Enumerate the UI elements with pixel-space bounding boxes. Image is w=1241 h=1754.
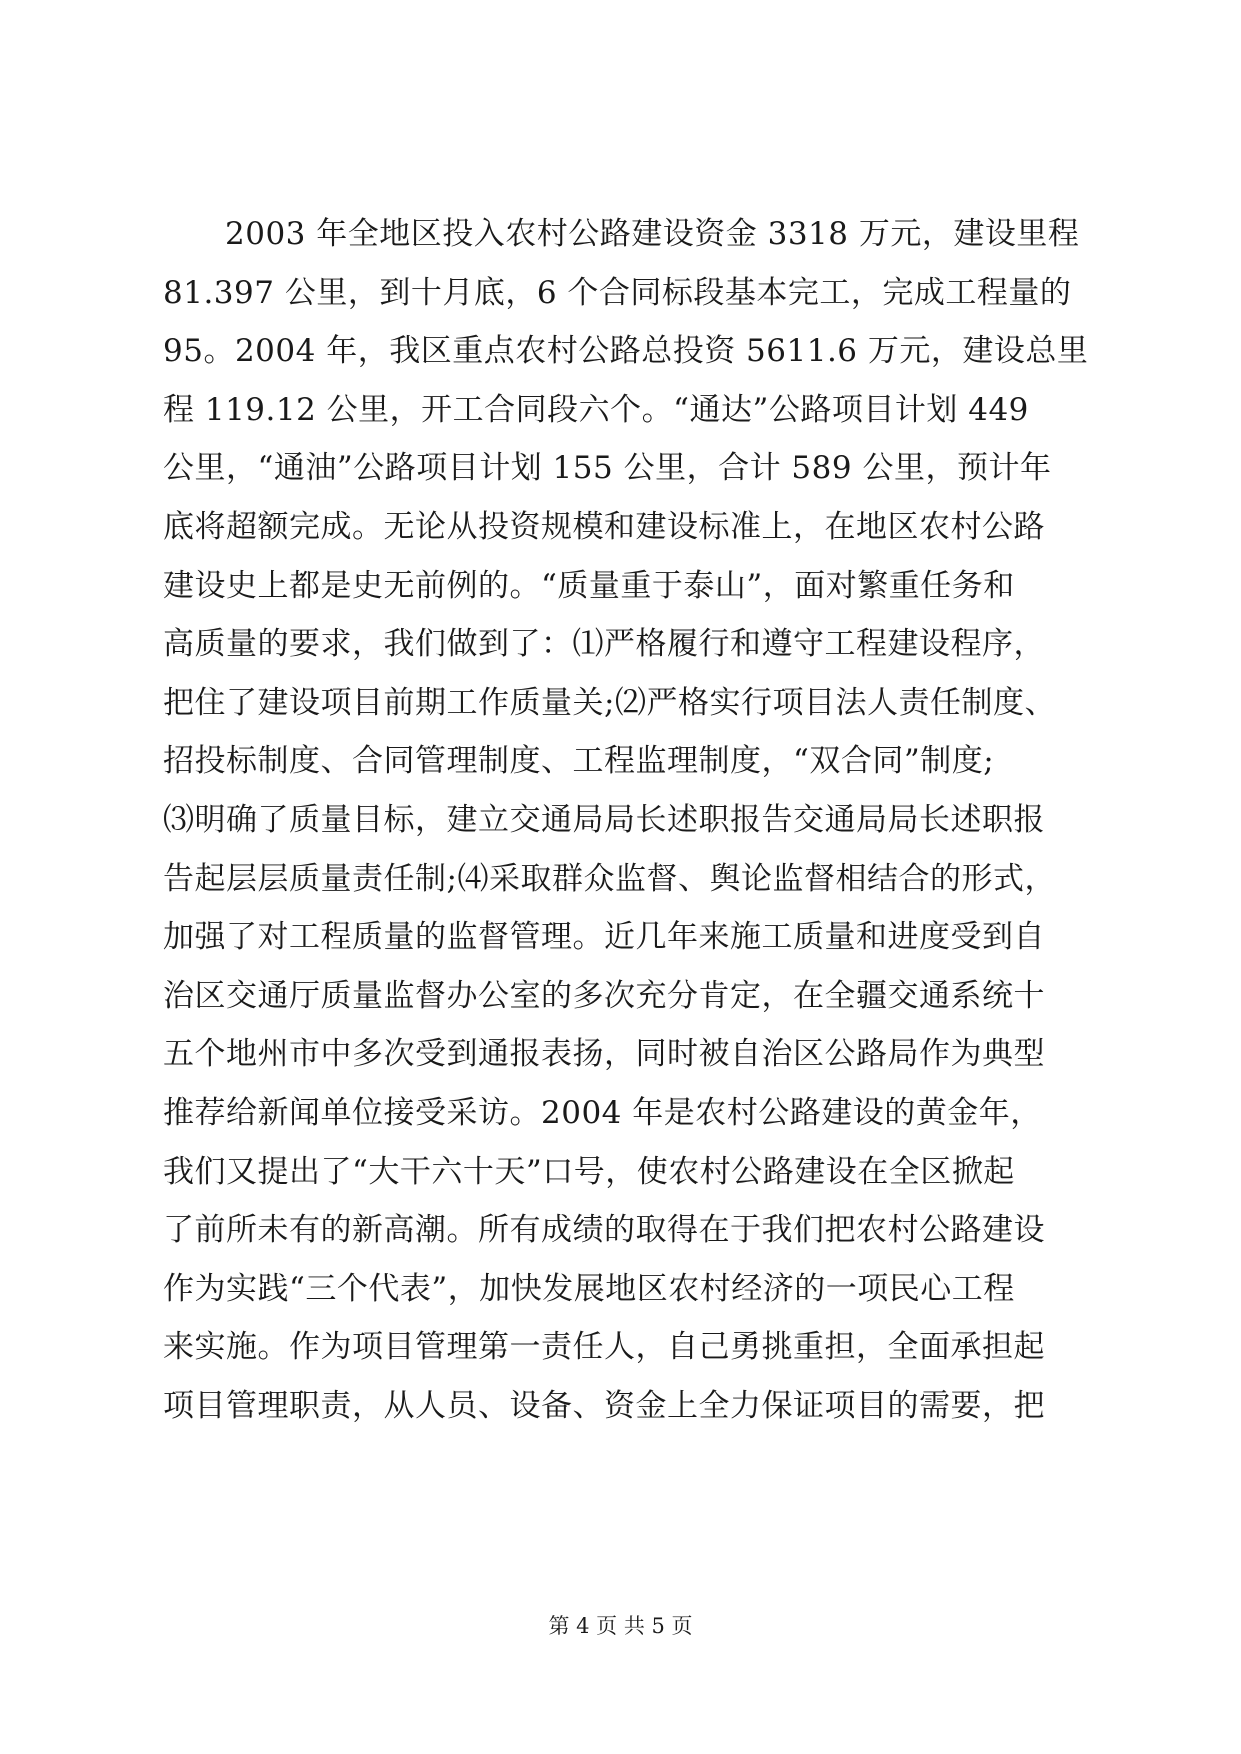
text-line: 把住了建设项目前期工作质量关;⑵严格实行项目法人责任制度、	[163, 684, 1056, 721]
text-line: 程 119.12 公里，开工合同段六个。“通达”公路项目计划 449	[163, 391, 1029, 428]
text-line: 95。2004 年，我区重点农村公路总投资 5611.6 万元，建设总里	[163, 333, 1089, 370]
text-line: 加强了对工程质量的监督管理。近几年来施工质量和进度受到自	[163, 919, 1045, 956]
page-number-footer: 第 4 页 共 5 页	[548, 1614, 693, 1638]
text-line: 五个地州市中多次受到通报表扬，同时被自治区公路局作为典型	[163, 1036, 1045, 1073]
text-line: 2003 年全地区投入农村公路建设资金 3318 万元，建设里程	[225, 216, 1080, 252]
text-line: 公里，“通油”公路项目计划 155 公里，合计 589 公里，预计年	[163, 450, 1052, 487]
text-line: 告起层层质量责任制;⑷采取群众监督、舆论监督相结合的形式，	[163, 860, 1056, 897]
text-line: 项目管理职责，从人员、设备、资金上全力保证项目的需要，把	[163, 1387, 1045, 1424]
text-line: ⑶明确了质量目标，建立交通局局长述职报告交通局局长述职报	[163, 801, 1045, 838]
body-paragraph	[163, 205, 1088, 1435]
text-line: 我们又提出了“大干六十天”口号，使农村公路建设在全区掀起	[163, 1153, 1015, 1190]
text-line: 来实施。作为项目管理第一责任人，自己勇挑重担，全面承担起	[163, 1329, 1045, 1366]
text-line: 作为实践“三个代表”，加快发展地区农村经济的一项民心工程	[163, 1270, 1015, 1307]
text-line: 建设史上都是史无前例的。“质量重于泰山”，面对繁重任务和	[163, 567, 1015, 604]
text-line: 高质量的要求，我们做到了：⑴严格履行和遵守工程建设程序，	[163, 626, 1045, 663]
text-line: 81.397 公里，到十月底，6 个合同标段基本完工，完成工程量的	[163, 274, 1072, 311]
text-line: 治区交通厅质量监督办公室的多次充分肯定，在全疆交通系统十	[163, 977, 1045, 1014]
text-line: 推荐给新闻单位接受采访。2004 年是农村公路建设的黄金年，	[163, 1094, 1042, 1131]
text-line: 了前所未有的新高潮。所有成绩的取得在于我们把农村公路建设	[163, 1212, 1045, 1249]
text-line: 招投标制度、合同管理制度、工程监理制度，“双合同”制度;	[163, 743, 995, 780]
text-line: 底将超额完成。无论从投资规模和建设标准上，在地区农村公路	[163, 508, 1045, 545]
